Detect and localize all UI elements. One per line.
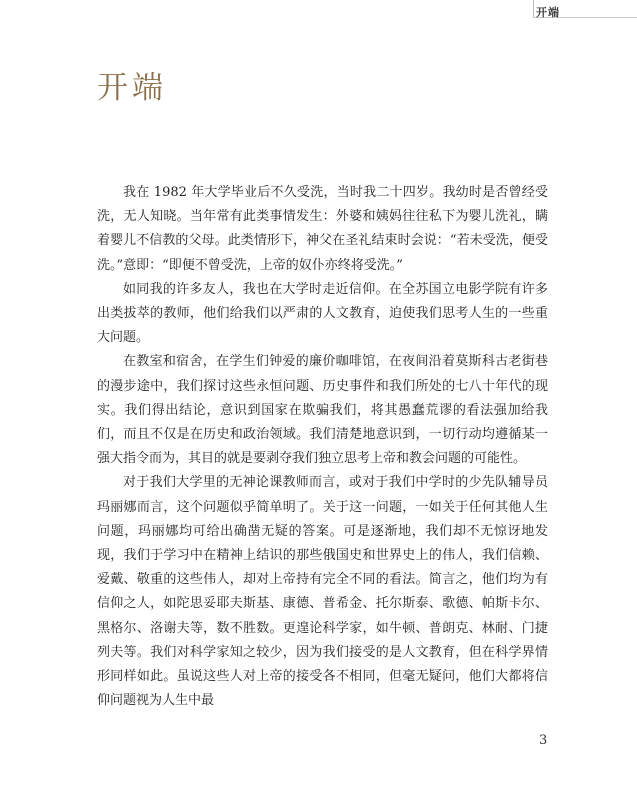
running-head: 开端 xyxy=(536,6,560,19)
paragraph: 在教室和宿舍，在学生们钟爱的廉价咖啡馆，在夜间沿着莫斯科古老街巷的漫步途中，我们探讨这些永恒问题、历史事件和我们所处的七八十年代的现实。我们得出结论，意识到国家在欺骗我们，将其愚蠢荒谬的看法强加给我们，而且不仅是在历史和政治领域。我们清楚地意识到，一切行动均遵循某一强大指令而为，其目的就是要剥夺我们独立思考上帝和教会问题的可能性。 xyxy=(97,354,548,467)
page-number: 3 xyxy=(539,733,548,748)
paragraph: 对于我们大学里的无神论课教师而言，或对于我们中学时的少先队辅导员玛丽娜而言，这个问题似乎简单明了。关于这一问题，一如关于任何其他人生问题，玛丽娜均可给出确凿无疑的答案。可是逐渐地，我们却不无惊讶地发现，我们于学习中在精神上结识的那些俄国史和世界史上的伟人，我们信赖、爱戴、敬重的这些伟人，却对上帝持有完全不同的看法。简言之，他们均为有信仰之人，如陀思妥耶夫斯基、康德、普希金、托尔斯泰、歌德、帕斯卡尔、黑格尔、洛谢夫等，数不胜数。更遑论科学家，如牛顿、普朗克、林耐、门捷列夫等。我们对科学家知之较少，因为我们接受的是人文教育，但在科学界情形同样如此。虽说这些人对上帝的接受各不相同，但毫无疑问，他们大都将信仰问题视为人生中最 xyxy=(97,475,548,709)
chapter-title: 开端 xyxy=(97,70,167,106)
body-text xyxy=(97,181,548,713)
paragraph: 我在 1982 年大学毕业后不久受洗，当时我二十四岁。我幼时是否曾经受洗，无人知晓。当年常有此类事情发生：外婆和姨妈往往私下为婴儿洗礼，瞒着婴儿不信教的父母。此类情形下，神父在圣礼结束时会说：“若未受洗，便受洗。”意即：“即便不曾受洗，上帝的奴仆亦终将受洗。” xyxy=(97,185,548,273)
paragraph: 如同我的许多友人，我也在大学时走近信仰。在全苏国立电影学院有许多出类拔萃的教师，他们给我们以严肃的人文教育，迫使我们思考人生的一些重大问题。 xyxy=(97,281,548,346)
running-head-divider xyxy=(533,0,534,17)
